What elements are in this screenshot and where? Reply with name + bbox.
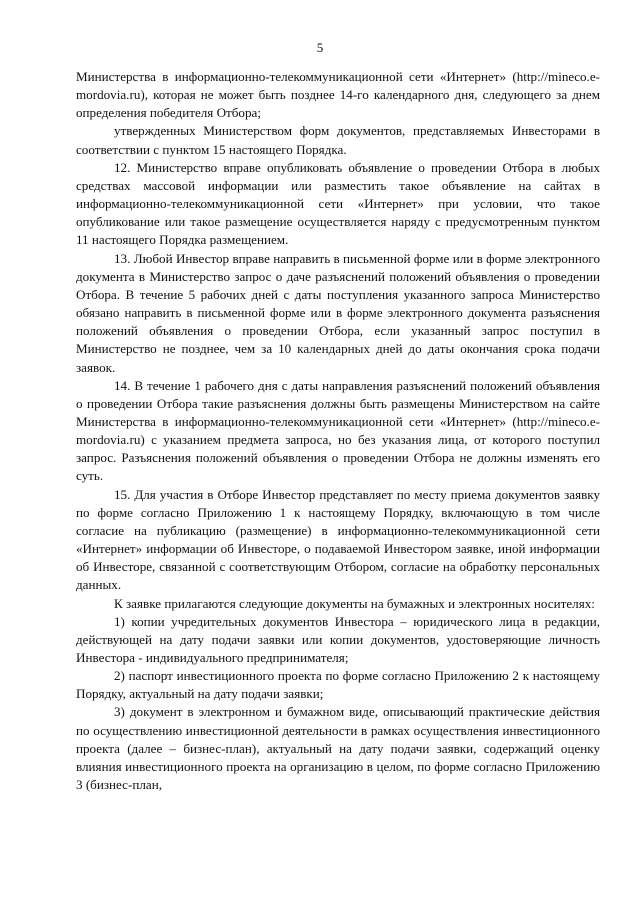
list-item-1: 1) копии учредительных документов Инвестора – юридического лица в редакции, действующей на дату подачи заявки или копии документов, удостоверяющие личность Инвестора - индивидуального предпринимателя;: [76, 613, 600, 665]
paragraph-attachments-intro: К заявке прилагаются следующие документы на бумажных и электронных носителях:: [114, 595, 595, 611]
document-body: [76, 68, 600, 794]
paragraph-continuation: Министерства в информационно-телекоммуникационной сети «Интернет» (http://mineco.e-mordovia.ru), которая не может быть позднее 14-го календарного дня, следующего за днем определения победителя Отбора;: [76, 69, 600, 121]
paragraph-forms: утвержденных Министерством форм документов, представляемых Инвесторами в соответствии с пунктом 15 настоящего Порядка.: [76, 123, 600, 157]
paragraph-item-15: 15. Для участия в Отборе Инвестор представляет по месту приема документов заявку по форме согласно Приложению 1 к настоящему Порядку, включающую в том числе согласие на публикацию (размещение) в информационно-телекоммуникационной сети «Интернет» информации об Инвесторе, о подаваемой Инвестором заявке, иной информации об Инвесторе, связанной с соответствующим Отбором, согласие на обработку персональных данных.: [76, 486, 600, 593]
paragraph-item-14: 14. В течение 1 рабочего дня с даты направления разъяснений положений объявления о проведении Отбора такие разъяснения должны быть размещены Министерством на сайте Министерства в информационно-телекоммуникационной сети «Интернет» (http://mineco.e-mordovia.ru) с указанием предмета запроса, но без указания лица, от которого поступил запрос. Разъяснения положений объявления о проведении Отбора не должны изменять его суть.: [76, 377, 600, 484]
list-item-3: 3) документ в электронном и бумажном виде, описывающий практические действия по осуществлению инвестиционной деятельности в рамках осуществления инвестиционного проекта (далее – бизнес-план), актуальный на дату подачи заявки, содержащий оценку влияния инвестиционного проекта на организацию в целом, по форме согласно Приложению 3 (бизнес-план,: [76, 704, 600, 793]
paragraph-item-12: 12. Министерство вправе опубликовать объявление о проведении Отбора в любых средствах массовой информации или разместить такое объявление на сайтах в информационно-телекоммуникационной сети «Интернет» при условии, что такое опубликование или такое размещение осуществляется наряду с предусмотренным пунктом 11 настоящего Порядка размещением.: [76, 159, 600, 248]
page-number: 5: [316, 40, 324, 55]
paragraph-item-13: 13. Любой Инвестор вправе направить в письменной форме или в форме электронного документа в Министерство запрос о даче разъяснений положений объявления о проведении Отбора. В течение 5 рабочих дней с даты поступления указанного запроса Министерство обязано направить в письменной форме или в форме электронного документа разъяснения положений объявления о проведении Отбора, если указанный запрос поступил в Министерство не позднее, чем за 10 календарных дней до даты окончания срока подачи заявок.: [76, 250, 600, 375]
list-item-2: 2) паспорт инвестиционного проекта по форме согласно Приложению 2 к настоящему Порядку, актуальный на дату подачи заявки;: [76, 668, 600, 702]
